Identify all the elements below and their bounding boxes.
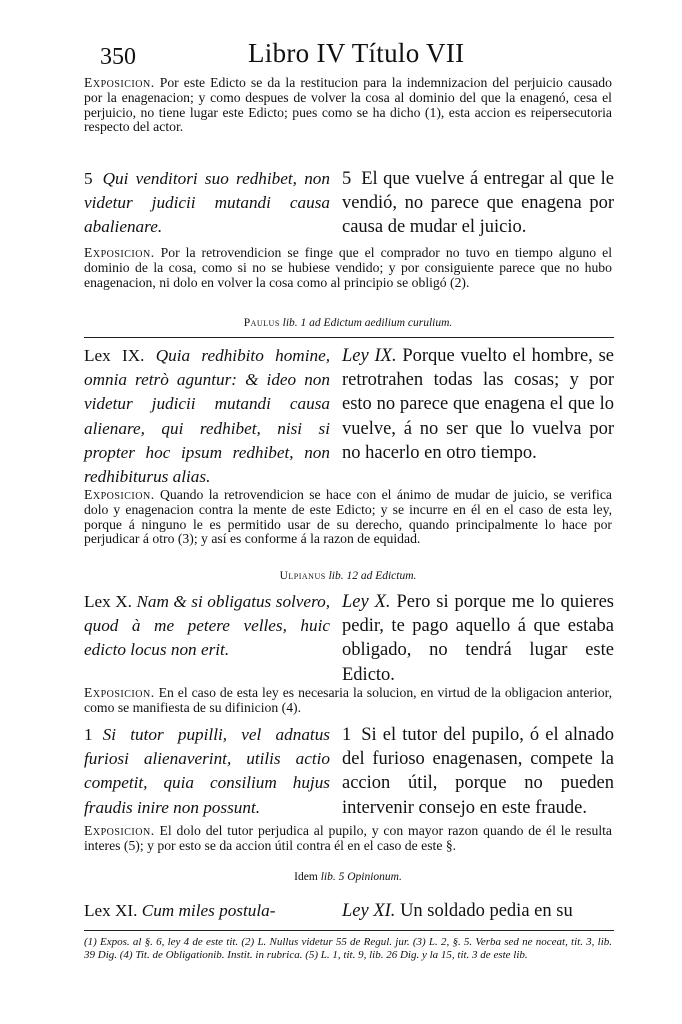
source-citation-paulus: [84, 317, 612, 329]
spanish-text: El que vuelve á entregar al que le vendió, no parece que enagena por causa de mudar el juicio.: [342, 169, 614, 238]
latin-lex-9: [84, 344, 330, 489]
citation-author: Paulus: [243, 317, 280, 329]
section-number: 5: [342, 169, 352, 189]
exposition-paragraph-3: [84, 488, 612, 547]
exposition-paragraph-4: [84, 686, 612, 716]
exposition-text: En el caso de esta ley es necesaria la solucion, en virtud de la obligacion anterior, como se manifiesta de su difinicion (4).: [84, 685, 613, 715]
exposition-label: Exposicion.: [84, 75, 155, 90]
spanish-text: Si el tutor del pupilo, ó el alnado del furioso enagenasen, compete la accion útil, porque no pueden intervenir consejo en este fraude.: [342, 725, 614, 818]
citation-reference: lib. 1 ad Edictum aedilium curulium.: [282, 317, 453, 329]
exposition-label: Exposicion.: [84, 487, 155, 502]
exposition-paragraph-1: [84, 76, 612, 135]
spanish-section-1: [342, 723, 614, 820]
lex-heading: Lex X.: [84, 592, 132, 611]
exposition-paragraph-5: [84, 824, 612, 854]
source-citation-ulpianus: [84, 570, 612, 582]
latin-text: Qui venditori suo redhibet, non videtur judicii mutandi causa abalienare.: [84, 169, 330, 237]
citation-reference: lib. 5 Opinionum.: [320, 871, 402, 883]
spanish-ley-9: [342, 344, 614, 465]
citation-author: Ulpianus: [279, 570, 326, 582]
latin-text: Quia redhibito homine, omnia retrò aguntur: & ideo non videtur judicii mutandi causa alienare, qui redhibet, nisi si propter hoc ipsum redhibet, non redhibiturus alias.: [84, 346, 330, 487]
latin-section-1: [84, 723, 330, 820]
exposition-text: Por la retrovendicion se finge que el comprador no tuvo en tiempo alguno el dominio de la cosa, como si no se hubiese vendido; y por consiguiente parece que no hubo enagenacion, ni dolo en volver la cosa como al principio se obligó (2).: [84, 245, 613, 290]
divider-line: [84, 337, 614, 338]
footnotes: (1) Expos. al §. 6, ley 4 de este tit. (2) L. Nullus videtur 55 de Regul. jur. (3) L. 2, §. 5. Verba sed ne noceat, tit. 3, lib. 39 Dig. (4) Tit. de Obligationib. Instit. in rubrica. (5) L. 1, tit. 9, lib. 26 Dig. y la 15, tit. 3 de este lib.: [84, 936, 612, 962]
lex-heading: Lex XI.: [84, 901, 138, 920]
section-number: 1: [84, 725, 93, 744]
ley-heading: Ley IX.: [342, 346, 397, 366]
citation-reference: lib. 12 ad Edictum.: [328, 570, 417, 582]
spanish-ley-11: [342, 899, 614, 923]
latin-text: Nam & si obligatus solvero, quod à me petere velles, huic edicto locus non erit.: [84, 592, 331, 660]
exposition-label: Exposicion.: [84, 685, 155, 700]
spanish-ley-10: [342, 590, 614, 687]
footnote-divider: [84, 930, 614, 931]
exposition-text: El dolo del tutor perjudica al pupilo, y con mayor razon quando de él le resulta interes (5); y por esto se da accion útil contra él en el caso de este §.: [84, 823, 612, 853]
running-title: Libro IV Título VII: [248, 38, 465, 68]
latin-lex-11: [84, 899, 330, 923]
source-citation-idem: [84, 871, 612, 883]
exposition-label: Exposicion.: [84, 823, 155, 838]
latin-lex-10: [84, 590, 330, 663]
lex-heading: Lex IX.: [84, 346, 145, 365]
spanish-text: Pero si porque me lo quieres pedir, te pago aquello á que estaba obligado, no tendrá lugar este Edicto.: [342, 592, 614, 685]
exposition-text: Quando la retrovendicion se hace con el ánimo de mudar de juicio, se verifica dolo y enagenacion contra la mente de este Edicto; y se incurre en él en el caso de esta ley, porque á ninguno le es permitido usar de su derecho, quando principalmente lo hace por perjudicar á otro (3); y así es conforme á la razon de equidad.: [84, 487, 612, 547]
ley-heading: Ley XI.: [342, 901, 396, 921]
page-header: [0, 38, 682, 74]
latin-section-5: [84, 167, 330, 240]
latin-text: Si tutor pupilli, vel adnatus furiosi alienaverint, utilis actio competit, quia consilium hujus fraudis inire non possunt.: [84, 725, 330, 817]
spanish-section-5: [342, 167, 614, 240]
section-number: 1: [342, 725, 352, 745]
ley-heading: Ley X.: [342, 592, 391, 612]
exposition-paragraph-2: [84, 246, 612, 290]
spanish-text: Porque vuelto el hombre, se retrotrahen todas las cosas; y por esto no parece que enagena el que lo vuelve, á no ser que lo vuelva por no hacerlo en otro tiempo.: [342, 346, 614, 463]
exposition-text: Por este Edicto se da la restitucion para la indemnizacion del perjuicio causado por la enagenacion; y como despues de volver la cosa al dominio del que la enagenó, cesa el perjuicio, no tiene lugar este Edicto; pues como se ha dicho (1), esta accion es reipersecutoria respecto del actor.: [84, 75, 612, 135]
page-number: 350: [100, 44, 136, 70]
spanish-text: Un soldado pedia en su: [400, 901, 573, 921]
latin-text: Cum miles postula-: [141, 901, 276, 920]
citation-author: Idem: [294, 871, 318, 883]
section-number: 5: [84, 169, 93, 188]
exposition-label: Exposicion.: [84, 245, 155, 260]
